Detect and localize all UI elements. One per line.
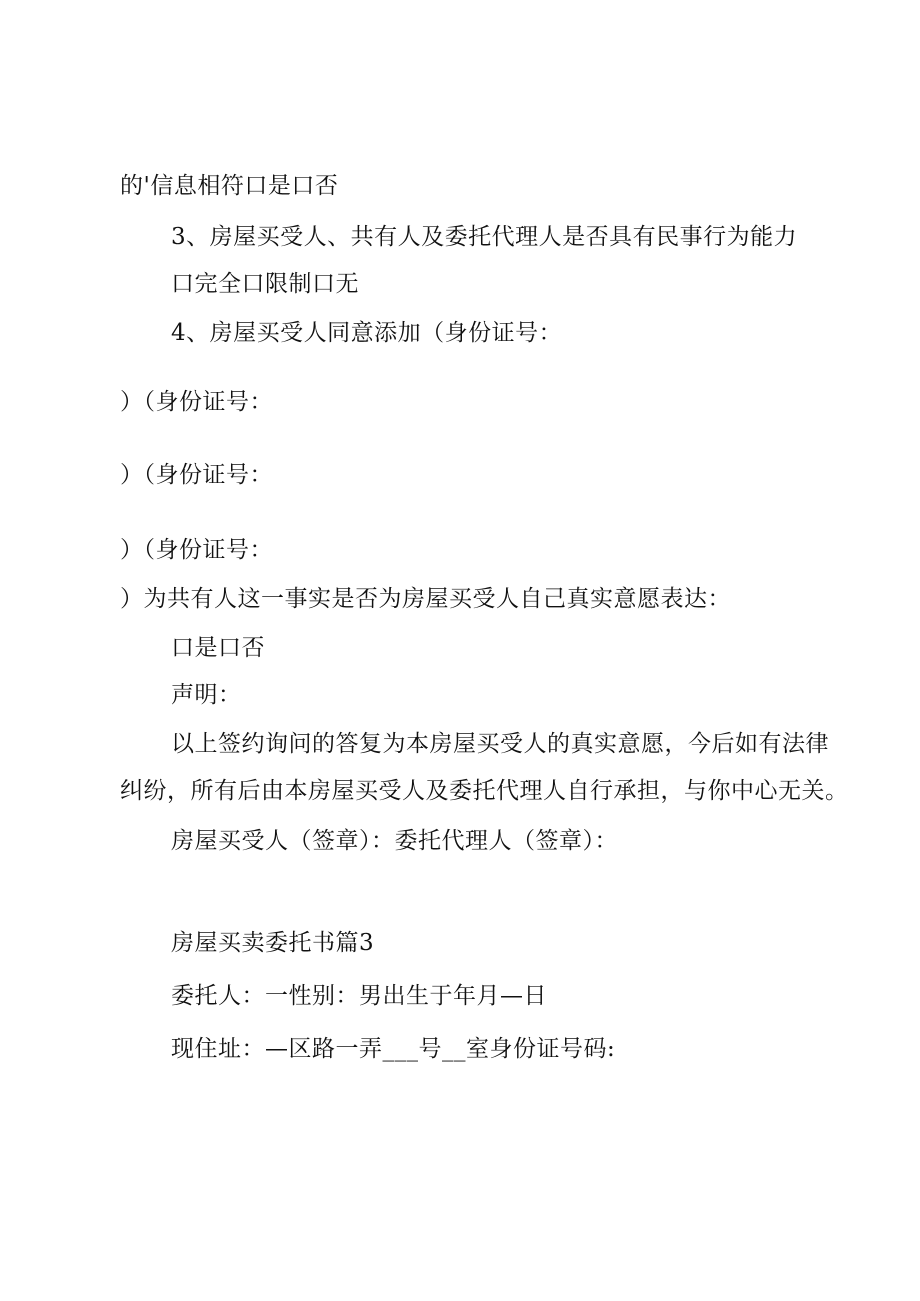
signature-line: 房屋买受人（签章）：委托代理人（签章）： <box>171 828 618 854</box>
principal-info-line: 委托人：一性别：男出生于年月—日 <box>171 983 547 1009</box>
id-number-line-2: ）（身份证号： <box>120 462 273 488</box>
info-match-line: 的'信息相符口是口否 <box>120 173 339 199</box>
item-4-add-coowner: 4、房屋买受人同意添加（身份证号： <box>171 320 563 346</box>
declaration-text-1: 以上签约询问的答复为本房屋买受人的真实意愿，今后如有法律 <box>171 731 829 757</box>
address-line: 现住址：—区路一弄___号__室身份证号码: <box>171 1036 616 1062</box>
coowner-intent-question: ）为共有人这一事实是否为房屋买受人自己真实意愿表达： <box>120 586 731 612</box>
declaration-heading: 声明： <box>171 682 242 708</box>
id-number-line-1: ）（身份证号： <box>120 389 273 415</box>
id-number-line-3: ）（身份证号： <box>120 537 273 563</box>
yes-no-options: 口是口否 <box>171 635 265 661</box>
item-3-capacity-question: 3、房屋买受人、共有人及委托代理人是否具有民事行为能力 <box>171 224 798 250</box>
capacity-options: 口完全口限制口无 <box>171 271 359 297</box>
declaration-text-2: 纠纷，所有后由本房屋买受人及委托代理人自行承担，与你中心无关。 <box>120 778 849 804</box>
section-title: 房屋买卖委托书篇3 <box>171 930 375 956</box>
